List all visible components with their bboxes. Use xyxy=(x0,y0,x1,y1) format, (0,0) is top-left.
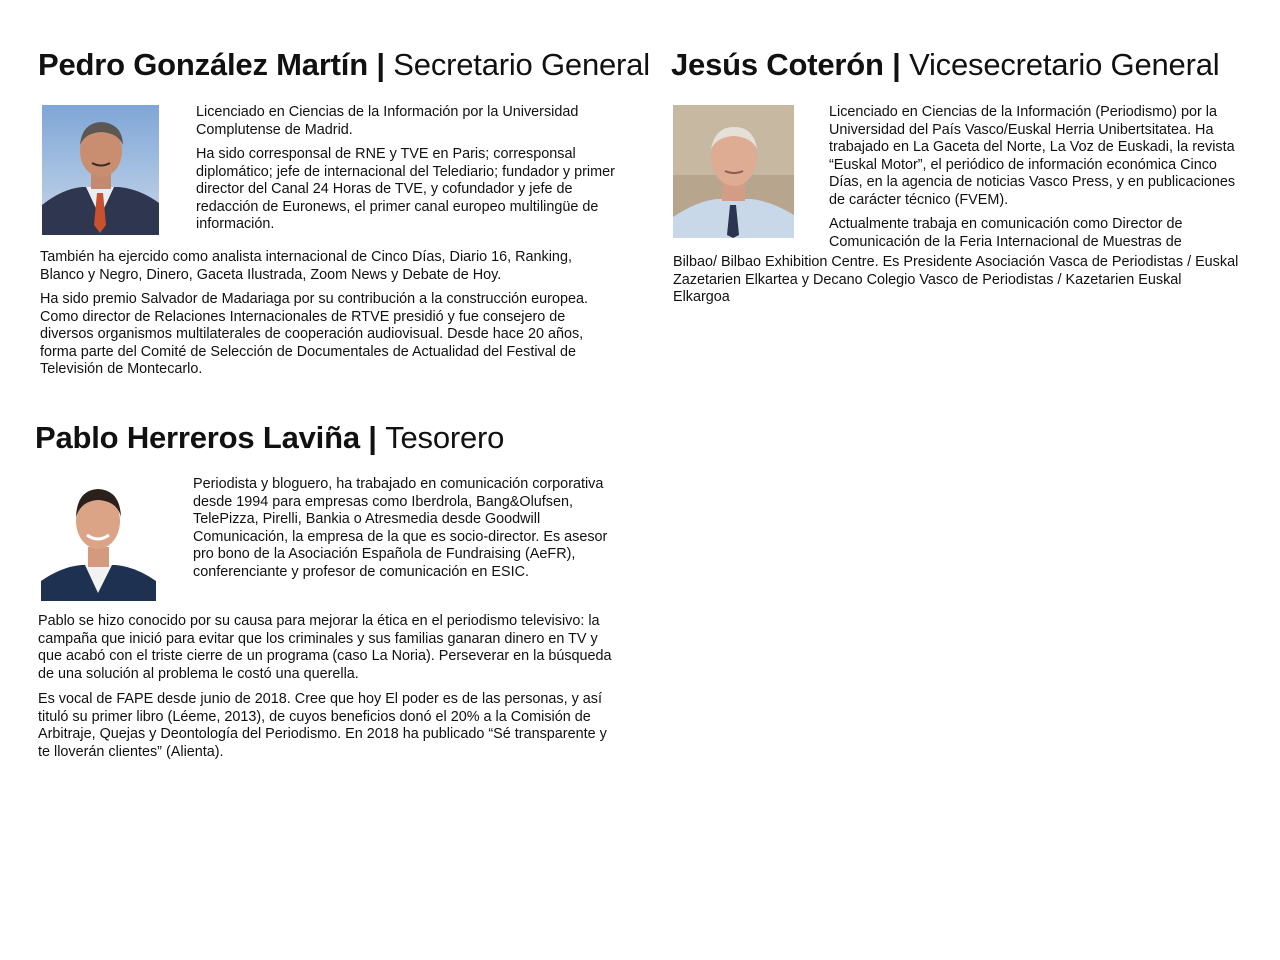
bio-paragraph: Licenciado en Ciencias de la Información (Periodismo) por la Universidad del País Vasco/Euskal Herria Unibertsitatea. Ha trabajado en La Gaceta del Norte, La Voz de Euskadi, la revista “Euskal Motor”, el periódico de información económica Cinco Días, en la agencia de noticias Vasco Press, y en publicaciones de carácter técnico (FVEM). xyxy=(829,104,1236,208)
bio-paragraph: Pablo se hizo conocido por su causa para mejorar la ética en el periodismo televisivo: la campaña que inició para evitar que los criminales y sus familias ganaran dinero en TV y que acabó con el triste cierre de un programa (caso La Noria). Perseverar en la búsqueda de una solución al problema le costó una querella. xyxy=(38,613,612,682)
portrait-photo-pedro xyxy=(42,105,159,235)
bio-paragraph: Periodista y bloguero, ha trabajado en comunicación corporativa desde 1994 para empresas como Iberdrola, Bang&Olufsen, TelePizza, Pirelli, Bankia o Atresmedia desde Goodwill Comunicación, la empresa de la que es socio-director. Es asesor pro bono de la Asociación Española de Fundraising (AeFR), conferenciante y profesor de comunicación en ESIC. xyxy=(193,476,608,580)
person-role: Secretario General xyxy=(393,47,650,82)
person-role: Vicesecretario General xyxy=(909,47,1220,82)
bio-paragraph: Ha sido premio Salvador de Madariaga por su contribución a la construcción europea. Como director de Relaciones Internacionales de RTVE presidió y fue consejero de diversos organismos multilaterales de cooperación audiovisual. Desde hace 20 años, forma parte del Comité de Selección de Documentales de Actualidad del Festival de Televisión de Montecarlo. xyxy=(40,291,588,377)
bio-paragraph: Licenciado en Ciencias de la Información por la Universidad Complutense de Madrid. xyxy=(196,104,579,138)
heading-separator: | xyxy=(892,47,901,82)
portrait-photo-jesus xyxy=(673,105,794,238)
bio-paragraph: Ha sido corresponsal de RNE y TVE en Paris; corresponsal diplomático; jefe de internacional del Telediario; fundador y primer director del Canal 24 Horas de TVE, y cofundador y jefe de redacción de Euronews, el primer canal europeo multilingüe de información. xyxy=(196,146,615,232)
profile-heading-pablo xyxy=(35,420,504,456)
bio-paragraph: También ha ejercido como analista internacional de Cinco Días, Diario 16, Ranking, Blanco y Negro, Dinero, Gaceta Ilustrada, Zoom News y Debate de Hoy. xyxy=(40,249,572,283)
profile-heading-pedro xyxy=(38,47,650,83)
heading-separator: | xyxy=(368,420,377,455)
bio-paragraph: Actualmente trabaja en comunicación como Director de Comunicación de la Feria Internacional de Muestras de xyxy=(829,216,1183,250)
portrait-photo-pablo xyxy=(41,475,156,601)
bio-paragraph: Es vocal de FAPE desde junio de 2018. Cree que hoy El poder es de las personas, y así tituló su primer libro (Léeme, 2013), de cuyos beneficios donó el 20% a la Comisión de Arbitraje, Quejas y Deontología del Periodismo. En 2018 ha publicado “Sé transparente y te lloverán clientes” (Alienta). xyxy=(38,691,607,760)
profile-heading-jesus xyxy=(671,47,1219,83)
person-role: Tesorero xyxy=(385,420,505,455)
person-name: Jesús Coterón xyxy=(671,47,884,82)
bio-paragraph: Bilbao/ Bilbao Exhibition Centre. Es Presidente Asociación Vasca de Periodistas / Euskal Zazetarien Elkartea y Decano Colegio Vasco de Periodistas / Kazetarien Euskal Elkargoa xyxy=(673,254,1239,305)
person-name: Pablo Herreros Laviña xyxy=(35,420,360,455)
person-name: Pedro González Martín xyxy=(38,47,368,82)
heading-separator: | xyxy=(376,47,385,82)
